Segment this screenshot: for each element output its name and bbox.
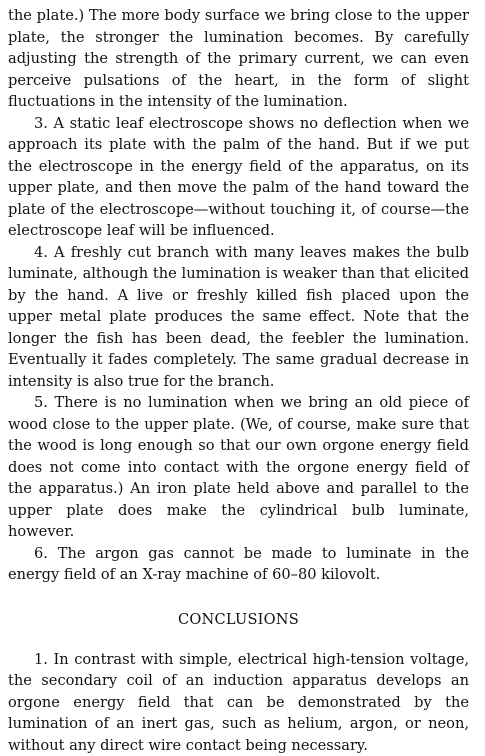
paragraph-conclusion-1: 1. In contrast with simple, electrical high-tension voltage, the secondary coil of an induction apparatus develops an orgone energy field that can be demonstrated by the lumination of an inert gas, such as helium, argon, or neon, without any direct wire contact being necessary.	[8, 649, 469, 756]
paragraph-item-3: 3. A static leaf electroscope shows no deflection when we approach its plate with the palm of the hand. But if we put the electroscope in the energy field of the apparatus, on its upper plate, and then move the palm of the hand toward the plate of the electroscope—without touching it, of course—the electroscope leaf will be influenced.	[8, 113, 469, 242]
paragraph-intro-continuation: the plate.) The more body surface we bring close to the upper plate, the stronger the lumination becomes. By carefully adjusting the strength of the primary current, we can even perceive pulsations of the heart, in the form of slight fluctuations in the intensity of the lumination.	[8, 5, 469, 113]
paragraph-item-6: 6. The argon gas cannot be made to luminate in the energy field of an X-ray machine of 60–80 kilovolt.	[8, 543, 469, 586]
section-heading-conclusions: CONCLUSIONS	[8, 586, 469, 649]
paragraph-item-5: 5. There is no lumination when we bring an old piece of wood close to the upper plate. (We, of course, make sure that the wood is long enough so that our own orgone energy field does not come into contact with the orgone energy field of the apparatus.) An iron plate held above and parallel to the upper plate does make the cylindrical bulb luminate, however.	[8, 392, 469, 543]
paragraph-item-4: 4. A freshly cut branch with many leaves makes the bulb luminate, although the lumination is weaker than that elicited by the hand. A live or freshly killed fish placed upon the upper metal plate produces the same effect. Note that the longer the fish has been dead, the feebler the lumination. Eventually it fades completely. The same gradual decrease in intensity is also true for the branch.	[8, 242, 469, 393]
